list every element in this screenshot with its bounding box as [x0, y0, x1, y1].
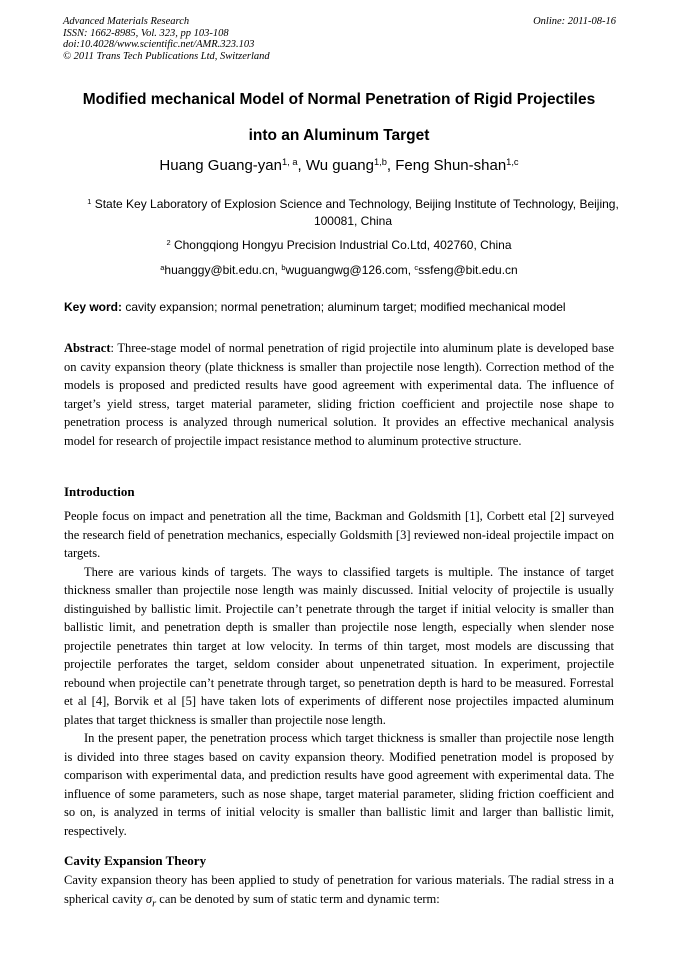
email-link[interactable]: ssfeng@bit.edu.cn — [418, 263, 518, 277]
journal-header — [63, 16, 616, 62]
introduction-paragraph-2: There are various kinds of targets. The ways to classified targets is multiple. The instance of target thickness smaller than projectile nose length was mainly discussed. Initial velocity of projectile is usually distinguished by ballistic limit. Projectile can’t penetrate through the target if initial velocity is smaller than ballistic limit, and penetration depth is smaller than projectile nose length, especially when slender nose projectile penetrates thin target at low velocity. In terms of thin target, most models are discussing that projectile perforates the target, seldom consider about unpenetrated situation. In experiment, projectile rebound when projectile can’t penetrate through target, so penetration depth is hard to be measured. Forrestal et al [4], Borvik et al [5] have taken lots of experiments of different nose projectiles impacted aluminum plates that target thickness is smaller than projectile nose length. — [64, 564, 614, 727]
email-mark: c — [414, 262, 419, 272]
author-separator: , — [297, 157, 306, 174]
author-name: Huang Guang-yan — [159, 157, 282, 174]
journal-copyright: © 2011 Trans Tech Publications Ltd, Switzerland — [63, 50, 270, 62]
author-affiliation-mark: 1,b — [373, 156, 387, 167]
introduction-section — [64, 507, 614, 840]
section-heading-introduction: Introduction — [64, 484, 135, 499]
section-heading-cavity-expansion: Cavity Expansion Theory — [64, 853, 207, 868]
author-name: Feng Shun-shan — [395, 157, 507, 174]
author-affiliation-mark: 1,c — [506, 156, 519, 167]
cavity-text-after: can be denoted by sum of static term and dynamic term: — [156, 891, 440, 906]
journal-doi: doi:10.4028/www.scientific.net/AMR.323.103 — [63, 39, 255, 50]
affiliation-mark: 1 — [87, 196, 92, 206]
email-link[interactable]: huanggy@bit.edu.cn — [164, 263, 275, 277]
author-list — [40, 157, 638, 174]
email-separator: , — [274, 263, 282, 277]
email-separator: , — [407, 263, 415, 277]
keywords-line — [64, 300, 616, 314]
author-affiliation-mark: 1, a — [282, 156, 298, 167]
paper-title-line-2: into an Aluminum Target — [248, 127, 430, 144]
paper-title-line-1: Modified mechanical Model of Normal Penetration of Rigid Projectiles — [82, 91, 596, 108]
radial-stress-symbol: σ — [145, 891, 153, 906]
author-emails — [40, 262, 638, 279]
affiliation-2 — [40, 237, 638, 254]
introduction-paragraph-1: People focus on impact and penetration all the time, Backman and Goldsmith [1], Corbett etal [2] surveyed the research field of penetration mechanics, especially Goldsmith [3] reviewed non-ideal projectile impact on targets. — [64, 509, 614, 560]
abstract-label: Abstract — [64, 341, 111, 355]
online-date: Online: 2011-08-16 — [533, 16, 616, 27]
author-separator: , — [386, 157, 396, 174]
cavity-expansion-paragraph — [64, 871, 614, 914]
author-name: Wu guang — [305, 157, 374, 174]
affiliation-text: State Key Laboratory of Explosion Science and Technology, Beijing Institute of Technology, Beijing, 100081, China — [94, 197, 619, 228]
email-mark: b — [281, 262, 286, 272]
email-mark: a — [160, 262, 165, 272]
abstract-paragraph — [64, 339, 614, 450]
journal-name: Advanced Materials Research — [63, 16, 190, 27]
affiliation-mark: 2 — [166, 237, 171, 247]
journal-issn: ISSN: 1662-8985, Vol. 323, pp 103-108 — [63, 27, 229, 39]
keywords-text: cavity expansion; normal penetration; aluminum target; modified mechanical model — [125, 300, 566, 314]
affiliation-1 — [86, 196, 620, 230]
affiliation-text: Chongqiong Hongyu Precision Industrial Co.Ltd, 402760, China — [173, 238, 512, 252]
keywords-label: Key word: — [64, 300, 123, 314]
cavity-text-before: Cavity expansion theory has been applied to study of penetration for various materials. The radial stress in a spherical cavity — [64, 873, 614, 906]
radial-stress-subscript: r — [152, 898, 157, 909]
email-link[interactable]: wuguangwg@126.com — [285, 263, 408, 277]
abstract-text: : Three-stage model of normal penetration of rigid projectile into aluminum plate is developed base on cavity expansion theory (plate thickness is smaller than projectile nose length). Correction method of the models is proposed and predicted results have good agreement with experimental data. The influence of target’s yield stress, target material parameter, sliding friction coefficient and projectile nose shape to penetration process is analyzed through numerical solution. It provides an effective mechanical analysis model for research of projectile impact resistance method to aluminum protective structure. — [64, 341, 614, 448]
introduction-paragraph-3: In the present paper, the penetration process which target thickness is smaller than projectile nose length is divided into three stages based on cavity expansion theory. Modified penetration model is proposed by comparison with experimental data, and prediction results have good agreement with experimental data. The influence of some parameters, such as nose shape, target material parameter, sliding friction coefficient and so on, is analyzed in terms of initial velocity is smaller than ballistic limit and larger than ballistic limit, respectively. — [64, 731, 614, 838]
